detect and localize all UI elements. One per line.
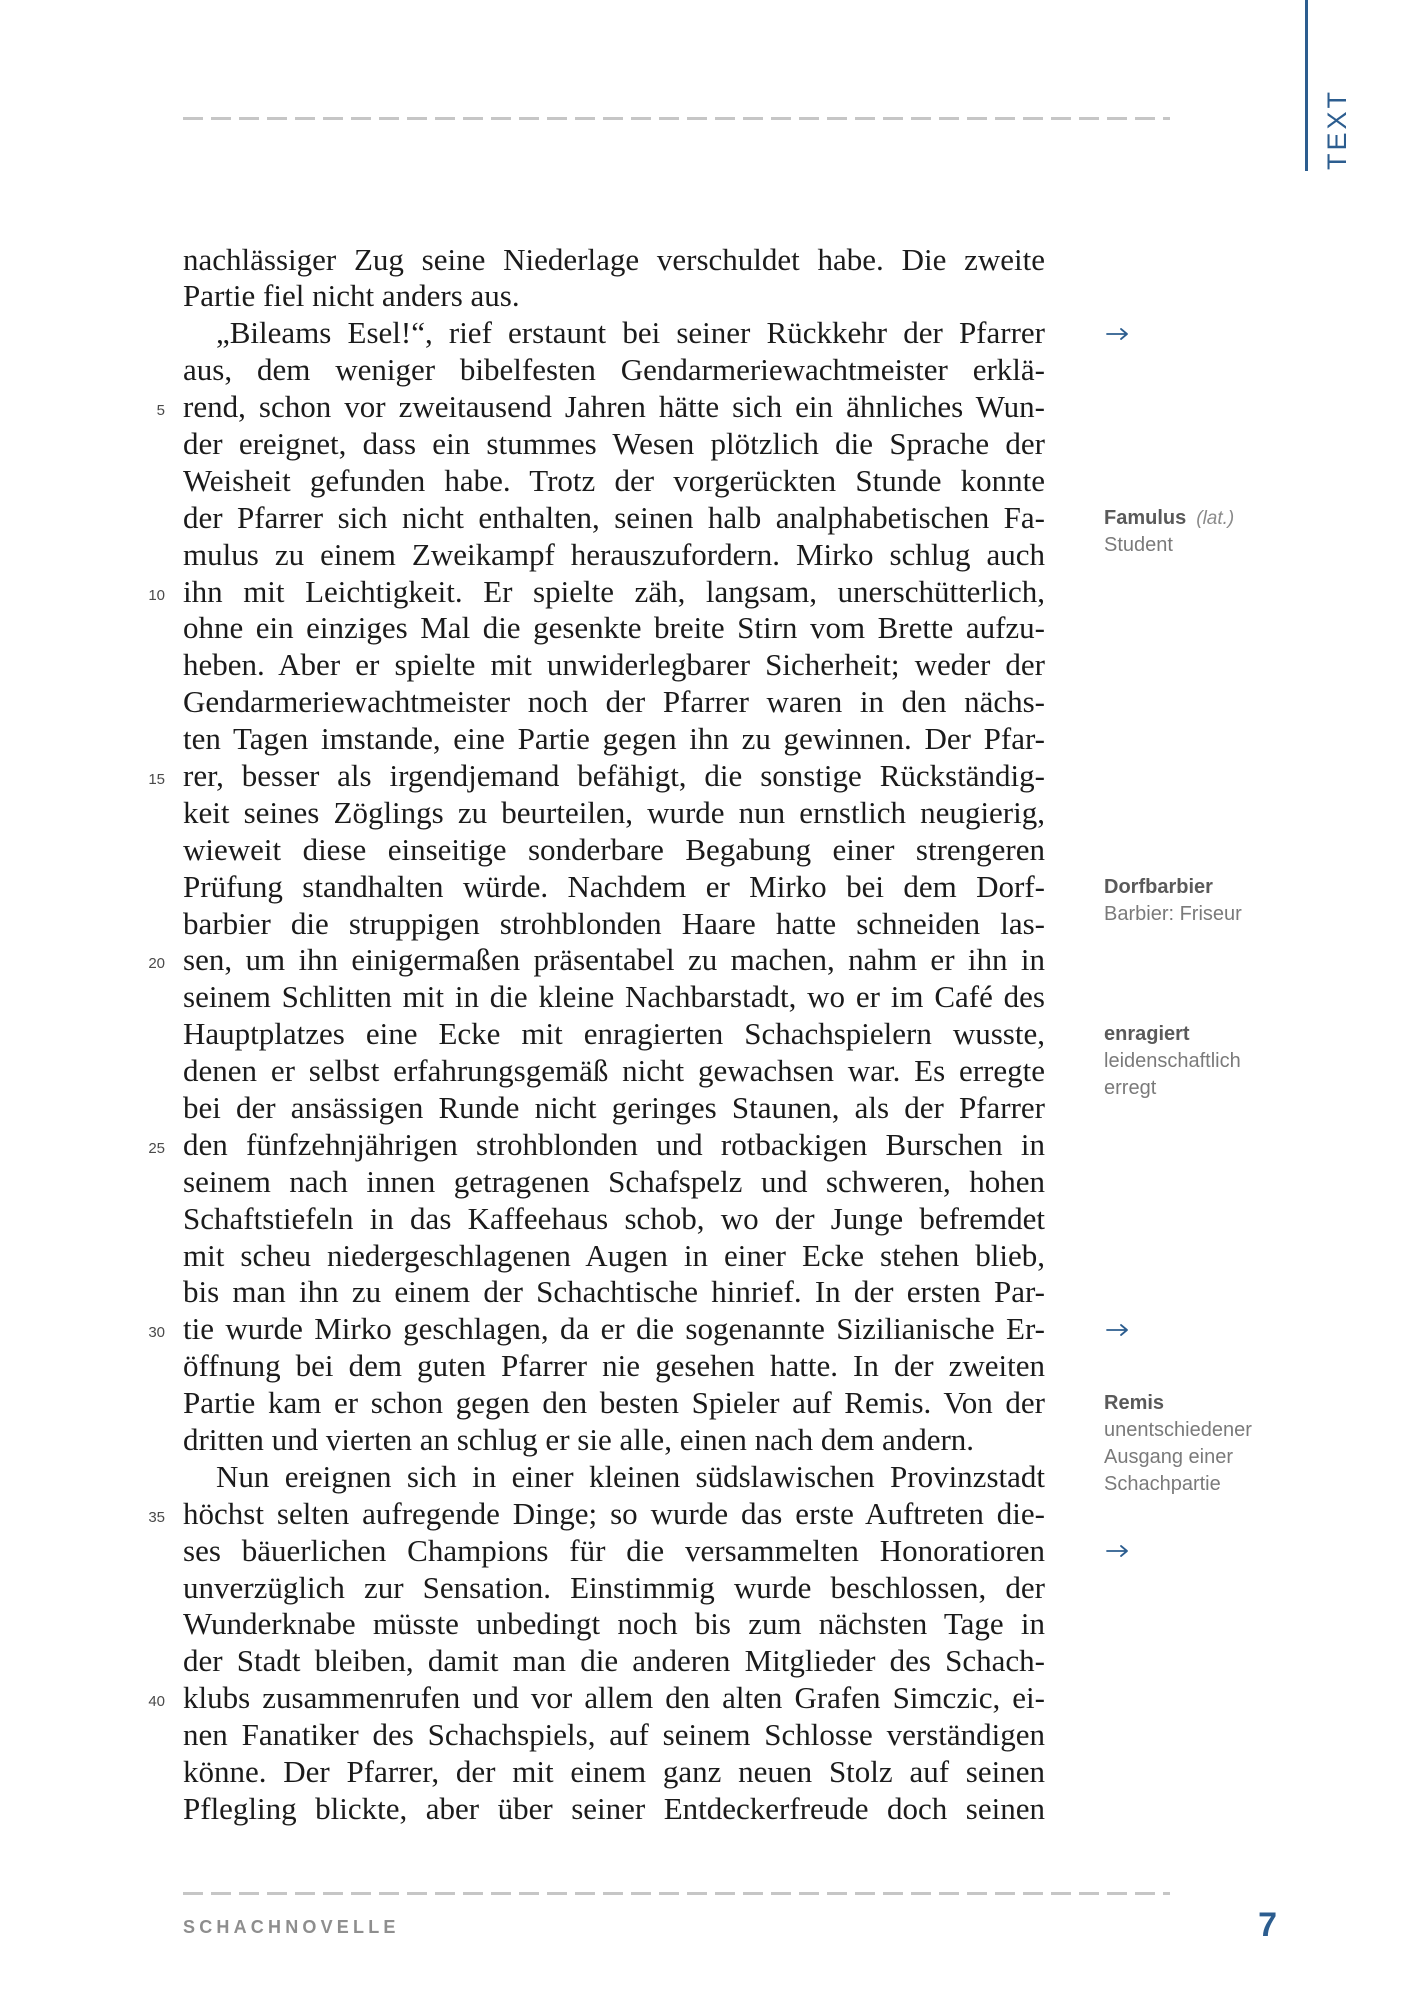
text-line-content: der ereignet, dass ein stummes Wesen plötzlich die Sprache der	[183, 425, 1045, 461]
text-line-content: barbier die struppigen strohblonden Haare hatte schneiden las-	[183, 905, 1045, 941]
page-number: 7	[1258, 1906, 1277, 1944]
text-line	[183, 1643, 1045, 1680]
text-line	[148, 1126, 1045, 1164]
text-line	[183, 537, 1045, 574]
note-definition: Student	[1104, 534, 1173, 556]
text-line-content: seinem Schlitten mit in die kleine Nachbarstadt, wo er im Café des	[183, 979, 1045, 1015]
text-line-content: heben. Aber er spielte mit unwiderlegbarer Sicherheit; weder der	[183, 647, 1045, 683]
text-line	[183, 1274, 1045, 1311]
text-line-content: dritten und vierten an schlug er sie alle, einen nach dem andern.	[183, 1422, 975, 1457]
text-line-content: ihn mit Leichtigkeit. Er spielte zäh, langsam, unerschütterlich,	[183, 573, 1045, 609]
line-number: 40	[148, 1693, 165, 1711]
text-line-content: mulus zu einem Zweikampf herauszufordern. Mirko schlug auch	[183, 536, 1045, 572]
text-line	[183, 315, 1045, 352]
text-line	[183, 1090, 1045, 1127]
text-line	[183, 1385, 1045, 1422]
text-line-content: Weisheit gefunden habe. Trotz der vorgerückten Stunde konnte	[183, 462, 1045, 498]
margin-note-enragiert	[1104, 1021, 1274, 1102]
text-line	[183, 352, 1045, 389]
note-definition: Barbier: Friseur	[1104, 903, 1242, 925]
note-term: Remis	[1104, 1392, 1165, 1414]
note-definition: unentschiedener Ausgang einer Schachpartie	[1104, 1419, 1252, 1495]
text-line-content: Wunderknabe müsste unbedingt noch bis zum nächsten Tage in	[183, 1606, 1045, 1642]
arrow-right-icon	[1106, 327, 1130, 341]
margin-note-dorfbarbier	[1104, 874, 1274, 928]
text-line-content: bis man ihn zu einem der Schachtische hinrief. In der ersten Par-	[183, 1274, 1045, 1310]
text-line	[148, 1495, 1045, 1533]
text-line-content: Hauptplatzes eine Ecke mit enragierten Schachspielern wusste,	[183, 1016, 1045, 1052]
note-term: Famulus	[1104, 507, 1187, 529]
text-line-content: bei der ansässigen Runde nicht geringes Staunen, als der Pfarrer	[183, 1089, 1045, 1125]
text-line	[183, 463, 1045, 500]
text-line	[183, 684, 1045, 721]
text-line	[183, 1201, 1045, 1238]
line-number: 10	[148, 586, 165, 604]
text-line-content: rend, schon vor zweitausend Jahren hätte sich ein ähnliches Wun-	[183, 389, 1045, 425]
line-number: 20	[148, 955, 165, 973]
text-line	[183, 1348, 1045, 1385]
line-number: 15	[148, 770, 165, 788]
text-line	[183, 1570, 1045, 1607]
line-number: 35	[148, 1508, 165, 1526]
text-line-content: aus, dem weniger bibelfesten Gendarmeriewachtmeister erklä-	[183, 352, 1045, 388]
text-line-content: den fünfzehnjährigen strohblonden und rotbackigen Burschen in	[183, 1126, 1045, 1162]
text-line-content: der Stadt bleiben, damit man die anderen Mitglieder des Schach-	[183, 1643, 1045, 1679]
text-line	[183, 906, 1045, 943]
text-line	[183, 1459, 1045, 1496]
text-line	[183, 721, 1045, 758]
line-number: 30	[148, 1324, 165, 1342]
text-line	[183, 1053, 1045, 1090]
text-line	[183, 278, 1045, 315]
text-line-content: ses bäuerlichen Champions für die versammelten Honoratioren	[183, 1532, 1045, 1568]
text-line-content: rer, besser als irgendjemand befähigt, die sonstige Rückständig-	[183, 757, 1045, 793]
text-line	[183, 1791, 1045, 1828]
note-origin: (lat.)	[1196, 508, 1235, 529]
note-term: Dorfbarbier	[1104, 876, 1213, 898]
text-line-content: ten Tagen imstande, eine Partie gegen ihn zu gewinnen. Der Pfar-	[183, 721, 1045, 757]
text-line-content: tie wurde Mirko geschlagen, da er die sogenannte Sizilianische Er-	[183, 1311, 1045, 1347]
text-line	[183, 1533, 1045, 1570]
margin-note-famulus	[1104, 505, 1274, 559]
text-line-content: Schaftstiefeln in das Kaffeehaus schob, wo der Junge befremdet	[183, 1200, 1045, 1236]
note-definition: leidenschaftlich erregt	[1104, 1050, 1241, 1099]
text-line	[183, 1016, 1045, 1053]
text-line	[183, 979, 1045, 1016]
text-line-content: höchst selten aufregende Dinge; so wurde das erste Auftreten die-	[183, 1495, 1045, 1531]
text-line-content: der Pfarrer sich nicht enthalten, seinen halb analphabetischen Fa-	[183, 499, 1045, 535]
footer-dashed-rule	[183, 1892, 1170, 1895]
text-line	[183, 500, 1045, 537]
text-line-content: mit scheu niedergeschlagenen Augen in einer Ecke stehen blieb,	[183, 1237, 1045, 1273]
margin-note-remis	[1104, 1390, 1274, 1498]
body-text	[148, 241, 1045, 1828]
line-number: 25	[148, 1139, 165, 1157]
section-tab-label: TEXT	[1322, 89, 1352, 171]
text-line	[183, 832, 1045, 869]
text-line-content: „Bileams Esel!“, rief erstaunt bei seiner Rückkehr der Pfarrer	[216, 315, 1045, 351]
text-line	[183, 1422, 1045, 1459]
text-line	[148, 757, 1045, 795]
text-line-content: Nun ereignen sich in einer kleinen südslawischen Provinzstadt	[216, 1458, 1045, 1494]
text-line	[183, 1164, 1045, 1201]
text-line-content: klubs zusammenrufen und vor allem den alten Grafen Simczic, ei-	[183, 1680, 1045, 1716]
text-line	[156, 389, 1045, 426]
text-line	[183, 426, 1045, 463]
text-line	[148, 573, 1045, 611]
text-line-content: Prüfung standhalten würde. Nachdem er Mirko bei dem Dorf-	[183, 868, 1045, 904]
text-line	[183, 610, 1045, 647]
text-line	[148, 1311, 1045, 1348]
text-line	[183, 1717, 1045, 1754]
text-line-content: keit seines Zöglings zu beurteilen, wurde nun ernstlich neugierig,	[183, 794, 1045, 830]
text-line	[148, 942, 1045, 979]
text-line-content: Partie kam er schon gegen den besten Spieler auf Remis. Von der	[183, 1385, 1045, 1421]
text-line-content: sen, um ihn einigermaßen präsentabel zu machen, nahm er ihn in	[183, 942, 1045, 978]
text-line-content: öffnung bei dem guten Pfarrer nie gesehen hatte. In der zweiten	[183, 1348, 1045, 1384]
arrow-right-icon	[1106, 1544, 1130, 1558]
text-line-content: Partie fiel nicht anders aus.	[183, 278, 520, 314]
header-dashed-rule	[183, 117, 1170, 120]
text-line-content: wieweit diese einseitige sonderbare Begabung einer strengeren	[183, 831, 1045, 867]
text-line	[183, 1606, 1045, 1643]
text-line-content: ohne ein einziges Mal die gesenkte breite Stirn vom Brette aufzu-	[183, 610, 1045, 646]
text-line-content: denen er selbst erfahrungsgemäß nicht gewachsen war. Es erregte	[183, 1053, 1045, 1089]
section-tab-rule	[1305, 0, 1308, 171]
text-line-content: seinem nach innen getragenen Schafspelz und schweren, hohen	[183, 1163, 1045, 1199]
text-line-content: nachlässiger Zug seine Niederlage verschuldet habe. Die zweite	[183, 241, 1045, 277]
text-line-content: könne. Der Pfarrer, der mit einem ganz neuen Stolz auf seinen	[183, 1754, 1045, 1790]
text-line-content: Pflegling blickte, aber über seiner Entdeckerfreude doch seinen	[183, 1790, 1045, 1826]
text-line	[183, 242, 1045, 279]
text-line	[183, 647, 1045, 684]
arrow-right-icon	[1106, 1323, 1130, 1337]
text-line	[183, 1754, 1045, 1791]
text-line-content: Gendarmeriewachtmeister noch der Pfarrer waren in den nächs-	[183, 684, 1045, 720]
text-line	[183, 1238, 1045, 1275]
line-number: 5	[156, 402, 165, 420]
text-line	[183, 869, 1045, 906]
text-line-content: unverzüglich zur Sensation. Einstimmig wurde beschlossen, der	[183, 1569, 1045, 1605]
text-line	[148, 1680, 1045, 1717]
text-line-content: nen Fanatiker des Schachspiels, auf seinem Schlosse verständigen	[183, 1717, 1045, 1753]
note-term: enragiert	[1104, 1023, 1190, 1045]
text-line	[183, 795, 1045, 832]
running-title: SCHACHNOVELLE	[183, 1917, 400, 1937]
